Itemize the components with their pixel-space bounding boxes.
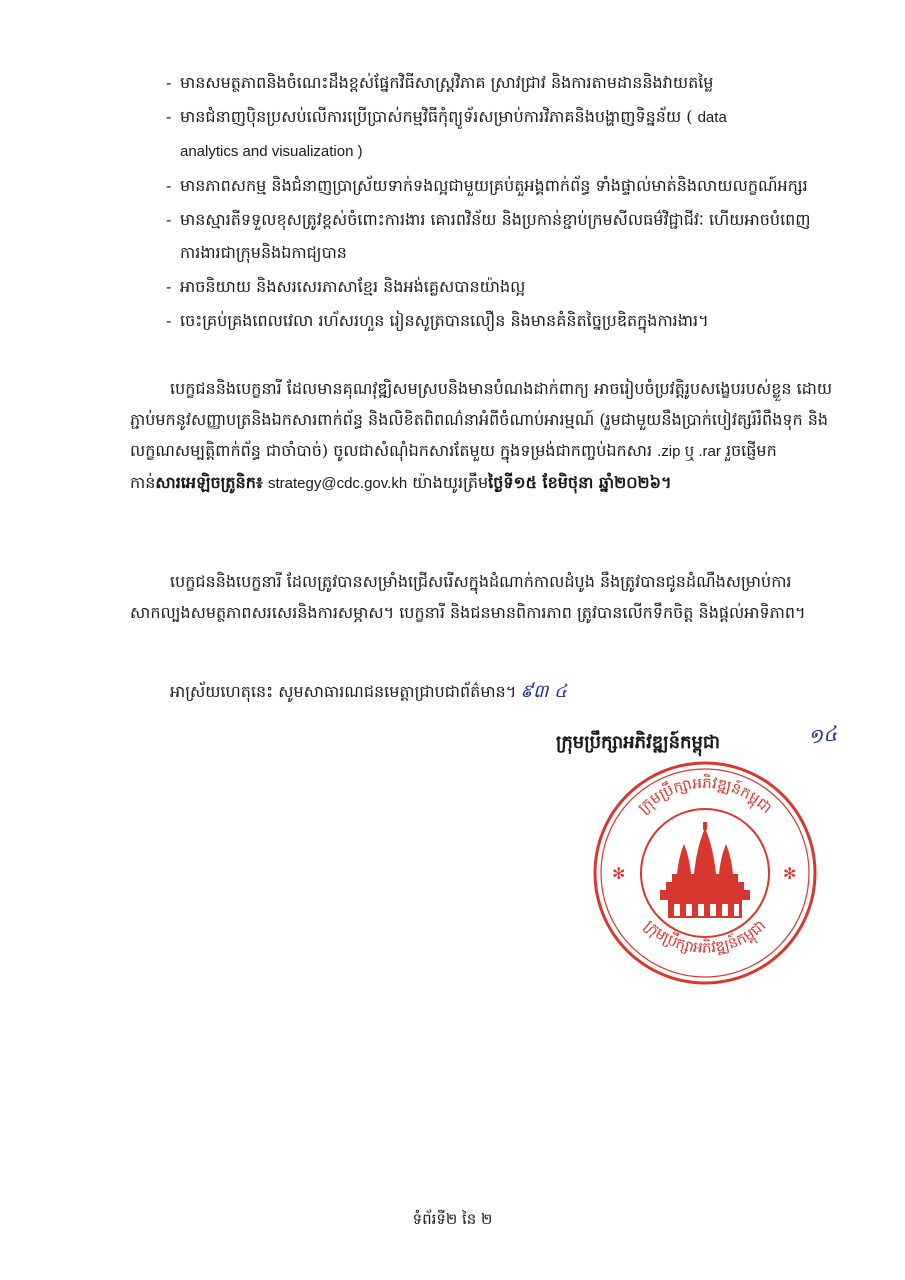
bullet-dash: - xyxy=(166,210,172,229)
requirement-text: អាចនិយាយ និងសរសេរភាសាខ្មែរ និងអង់គ្លេសបានយ៉ាងល្អ xyxy=(180,277,526,296)
requirement-latin-inline: data xyxy=(697,109,727,126)
signatory-organization: ក្រុមប្រឹក្សាអភិវឌ្ឍន៍កម្ពុជា xyxy=(556,732,721,753)
list-item xyxy=(166,304,846,337)
handwritten-signature-mark: ១៤ xyxy=(806,721,839,749)
instructions-text: បេក្ខជននិងបេក្ខនារី ដែលមានគុណវុឌ្ឍិសមស្របនិងមានបំណងដាក់ពាក្យ អាចរៀបចំប្រវត្តិរូបសង្ខេបរបស់ខ្លួន ដោយភ្ជាប់មកនូវសញ្ញាបត្រនិងឯកសារពាក់ព័ន្ធ និងលិខិតពិពណ៌នាអំពីចំណាប់អារម្មណ៍ (រួមជាមួយនឹងប្រាក់បៀវត្សរ៍រំពឹងទុក និងលក្ខណសម្បត្តិពាក់ព័ន្ធ ជាចាំបាច់) ចូលជាសំណុំឯកសារតែមួយ ក្នុងទម្រង់ជាកញ្ចប់ឯកសារ xyxy=(130,379,833,460)
list-item xyxy=(166,270,846,303)
list-item xyxy=(166,66,846,99)
requirement-text: មានស្មារតីទទួលខុសត្រូវខ្ពស់ចំពោះការងារ គោរពវិន័យ និងប្រកាន់ខ្ជាប់ក្រមសីលធម៌វិជ្ជាជីវៈ ហើយអាចបំពេញការងារជាក្រុមនិងឯកាជ្យបាន xyxy=(180,210,811,262)
list-item xyxy=(166,203,846,269)
temple-icon xyxy=(660,822,750,918)
email-label: សារអេឡិចត្រូនិក៖ xyxy=(155,473,263,492)
signature-block xyxy=(550,721,870,990)
bullet-dash: - xyxy=(166,73,172,92)
closing-line xyxy=(130,676,845,707)
requirement-text: មានជំនាញប៉ិនប្រសប់លើការប្រើប្រាស់កម្មវិធីកុំព្យូទ័រសម្រាប់ការវិភាគនិងបង្ហាញទិន្នន័យ ( xyxy=(180,107,693,126)
bullet-dash: - xyxy=(166,176,172,195)
requirement-text: មានភាពសកម្ម និងជំនាញប្រាស្រ័យទាក់ទងល្អជាមួយគ្រប់តួអង្គពាក់ព័ន្ធ ទាំងផ្ទាល់មាត់និងលាយលក្ខណ៍អក្សរ xyxy=(180,176,808,195)
deadline-date: ថ្ងៃទី១៥ ខែមិថុនា ឆ្នាំ២០២៦។ xyxy=(488,473,672,492)
handwritten-initial: ៩៣ ៤ xyxy=(520,681,567,702)
requirements-list xyxy=(166,66,846,338)
bullet-dash: - xyxy=(166,311,172,330)
seal-lettering-top: ក្រុមប្រឹក្សាអភិវឌ្ឍន៍កម្ពុជា xyxy=(634,773,776,817)
list-item xyxy=(166,169,846,202)
list-item xyxy=(166,100,846,168)
bullet-dash: - xyxy=(166,277,172,296)
closing-text: អាស្រ័យហេតុនេះ សូមសាធារណជនមេត្តាជ្រាបជាព័ត៌មាន។ xyxy=(170,682,517,701)
seal-star-left: ✻ xyxy=(612,864,626,883)
requirement-text: ចេះគ្រប់គ្រងពេលវេលា រហ័សរហួន រៀនសូត្របានលឿន និងមានគំនិតច្នៃប្រឌិតក្នុងការងារ។ xyxy=(180,311,709,330)
archive-extensions: .zip ឬ .rar xyxy=(657,443,721,460)
page-number: ទំព័រទី២ នៃ ២ xyxy=(412,1210,493,1228)
shortlist-notice: បេក្ខជននិងបេក្ខនារី ដែលត្រូវបានសម្រាំងជ្រើសរើសក្នុងដំណាក់កាលដំបូង នឹងត្រូវបានជូនដំណឹងសម្រាប់ការសាកល្បងសមត្ថភាពសរសេរនិងការសម្ភាស។ បេក្ខនារី និងជនមានពិការភាព ត្រូវបានលើកទឹកចិត្ត និងផ្តល់អាទិភាព។ xyxy=(130,572,806,622)
seal-lettering-bottom: ក្រុមប្រឹក្សាអភិវឌ្ឍន៍កម្ពុជា xyxy=(640,916,770,957)
official-seal-icon xyxy=(590,758,820,988)
requirement-latin-line2: analytics and visualization ) xyxy=(180,143,363,160)
requirement-text: មានសមត្ថភាពនិងចំណេះដឹងខ្ពស់ផ្នែកវិធីសាស្ត្រវិភាគ ស្រាវជ្រាវ និងការតាមដាននិងវាយតម្លៃ xyxy=(180,73,714,92)
seal-star-right: ✻ xyxy=(783,864,797,883)
email-address: strategy@cdc.gov.kh xyxy=(267,475,408,492)
instructions-connector: រួចផ្ញើមកកាន់ xyxy=(130,441,777,492)
bullet-dash: - xyxy=(166,107,172,126)
application-instructions xyxy=(130,373,845,499)
deadline-connector: យ៉ាងយូរត្រឹម xyxy=(412,473,489,492)
